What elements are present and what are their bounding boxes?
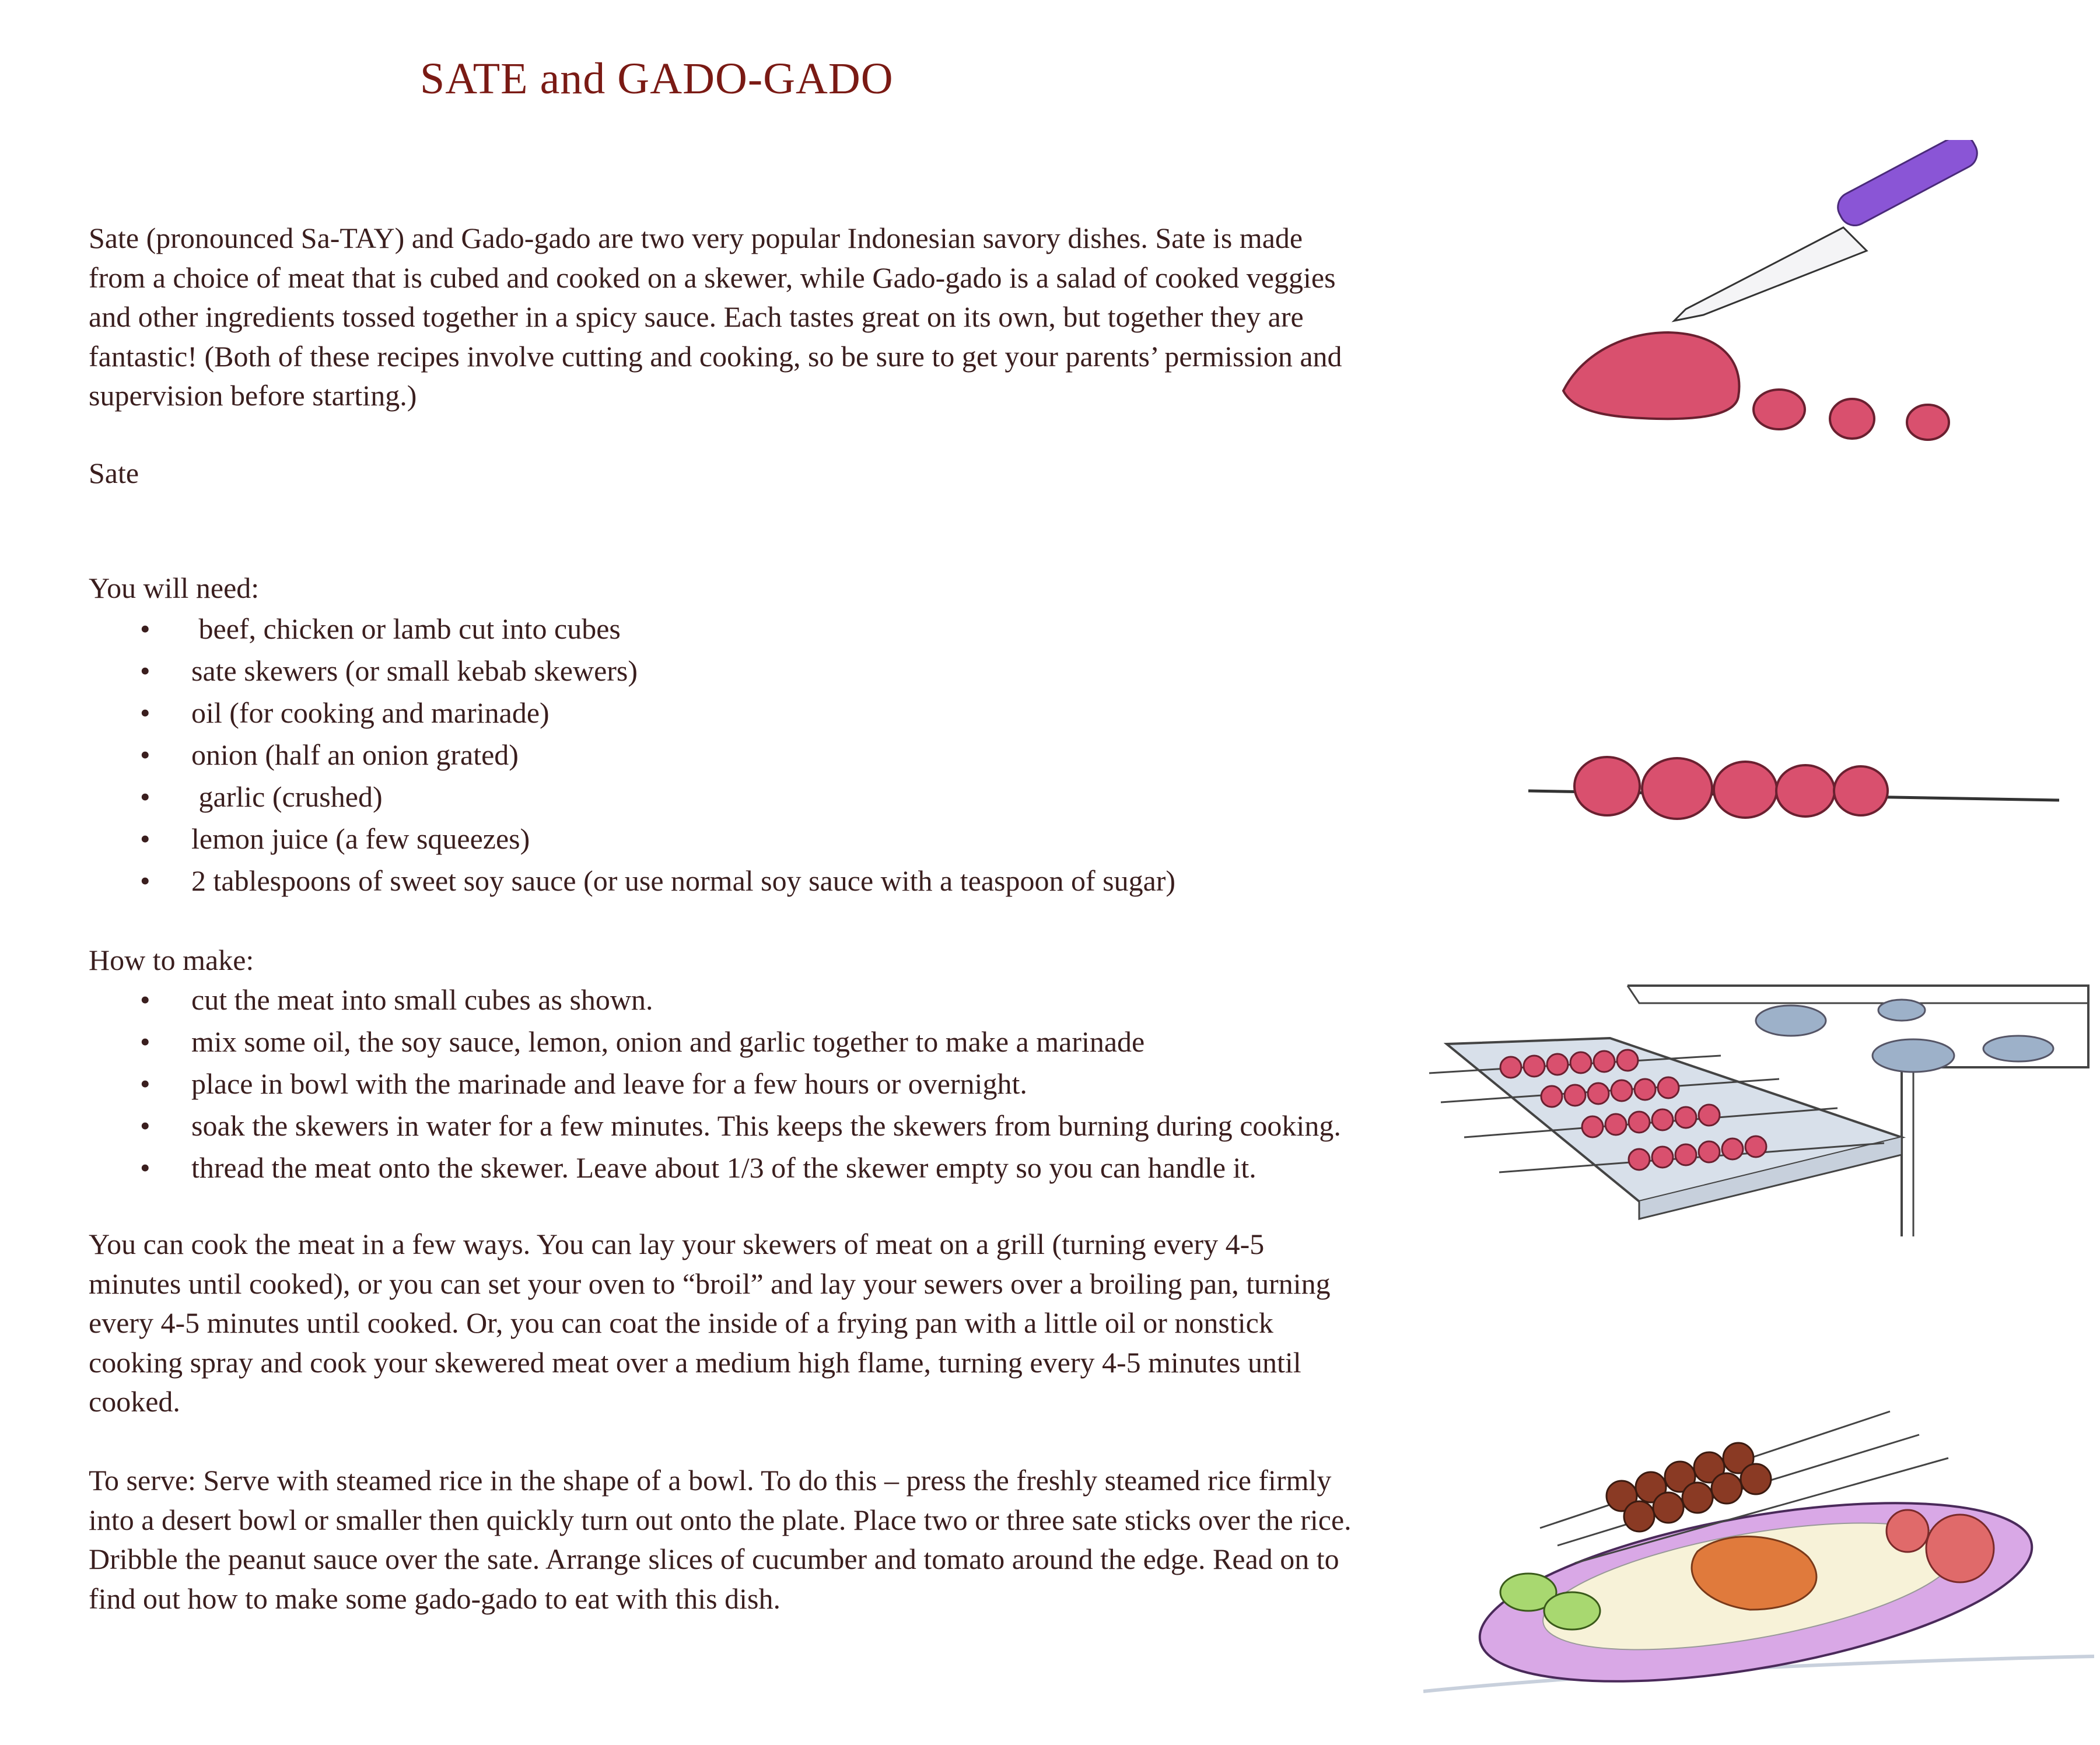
bullet: • — [140, 864, 150, 897]
bullet: • — [140, 1067, 150, 1100]
meat-cube — [1642, 758, 1712, 819]
ingredients-heading: You will need: — [89, 572, 260, 604]
list-item — [89, 979, 1372, 1021]
bullet: • — [140, 612, 150, 645]
page-title: SATE and GADO-GADO — [420, 54, 894, 103]
cooking-paragraph: You can cook the meat in a few ways. You can lay your skewers of meat on a grill (turning every 4-5 minutes until cooked), or you can set your oven to “broil” and lay your sewers over a broiling pan, turning every 4-5 minutes until cooked. Or, you can coat the inside of a frying pan with a little oil or nonstick cooking spray and cook your skewered meat over a medium high flame, turning every 4-5 minutes until cooked. — [89, 1228, 1331, 1418]
list-item — [89, 1021, 1372, 1063]
list-item-text: oil (for cooking and marinade) — [191, 696, 550, 729]
bullet: • — [140, 654, 150, 687]
burner — [1873, 1039, 1954, 1072]
meat-chunk — [1563, 332, 1740, 419]
list-item-text: beef, chicken or lamb cut into cubes — [191, 612, 621, 645]
list-item — [89, 734, 1372, 776]
list-item-text: place in bowl with the marinade and leave for a few hours or overnight. — [191, 1067, 1027, 1100]
knife-and-meat-illustration — [1528, 140, 2053, 467]
bullet: • — [140, 822, 150, 855]
bullet: • — [140, 983, 150, 1016]
intro-paragraph: Sate (pronounced Sa-TAY) and Gado-gado are two very popular Indonesian savory dishes. Sate is made from a choice of meat that is cubed and cooked on a skewer, while Gado-gado is a salad of cooked veggies and other ingredients tossed together in a spicy sauce. Each tastes great on its own, but together they are fantastic! (Both of these recipes involve cutting and cooking, so be sure to get your parents’ permission and supervision before starting.) — [89, 222, 1342, 412]
bullet: • — [140, 1151, 150, 1184]
cucumber-slice — [1544, 1592, 1600, 1630]
list-item-text: thread the meat onto the skewer. Leave about 1/3 of the skewer empty so you can handle it. — [191, 1151, 1256, 1184]
list-item — [89, 650, 1372, 692]
burner — [1983, 1036, 2053, 1061]
list-item — [89, 776, 1372, 818]
method-heading: How to make: — [89, 944, 254, 976]
list-item — [89, 1147, 1372, 1189]
meat-cube — [1907, 405, 1949, 440]
list-item — [89, 860, 1372, 902]
list-item — [89, 1105, 1372, 1147]
list-item-text: lemon juice (a few squeezes) — [191, 822, 530, 855]
list-item-text: onion (half an onion grated) — [191, 738, 519, 771]
bullet: • — [140, 738, 150, 771]
stove-top-edge — [1628, 986, 2088, 1003]
meat-cube — [1574, 757, 1640, 815]
meat-cube — [1754, 390, 1805, 429]
knife-handle — [1833, 140, 1983, 231]
ingredients-list — [89, 608, 1372, 902]
bullet: • — [140, 1025, 150, 1058]
burner — [1756, 1005, 1826, 1036]
knife-blade — [1674, 227, 1867, 321]
tomato-slice — [1926, 1515, 1994, 1582]
burner — [1878, 1000, 1925, 1021]
skewer-illustration — [1517, 735, 2065, 834]
sate-plate-illustration — [1423, 1400, 2094, 1726]
meat-cube — [1834, 766, 1888, 815]
bullet: • — [140, 780, 150, 813]
oven-broiling-illustration — [1418, 974, 2100, 1248]
list-item-text: garlic (crushed) — [191, 780, 383, 813]
list-item — [89, 692, 1372, 734]
meat-cube — [1830, 399, 1874, 439]
bullet: • — [140, 696, 150, 729]
serving-paragraph: To serve: Serve with steamed rice in the shape of a bowl. To do this – press the freshly steamed rice firmly into a desert bowl or smaller then quickly turn out onto the plate. Place two or three sate sticks over the rice. Dribble the peanut sauce over the sate. Arrange slices of cucumber and tomato around the edge. Read on to find out how to make some gado-gado to eat with this dish. — [89, 1464, 1352, 1615]
list-item — [89, 1063, 1372, 1105]
meat-cube — [1714, 762, 1777, 818]
list-item — [89, 608, 1372, 650]
bullet: • — [140, 1109, 150, 1142]
meat-cube — [1776, 765, 1835, 817]
list-item-text: 2 tablespoons of sweet soy sauce (or use normal soy sauce with a teaspoon of sugar) — [191, 864, 1176, 897]
list-item-text: soak the skewers in water for a few minutes. This keeps the skewers from burning during cooking. — [191, 1109, 1341, 1142]
sate-heading: Sate — [89, 457, 139, 489]
list-item-text: sate skewers (or small kebab skewers) — [191, 654, 638, 687]
list-item-text: mix some oil, the soy sauce, lemon, onion and garlic together to make a marinade — [191, 1025, 1145, 1058]
method-list — [89, 979, 1372, 1189]
list-item-text: cut the meat into small cubes as shown. — [191, 983, 653, 1016]
list-item — [89, 818, 1372, 860]
tomato-slice — [1887, 1510, 1929, 1552]
